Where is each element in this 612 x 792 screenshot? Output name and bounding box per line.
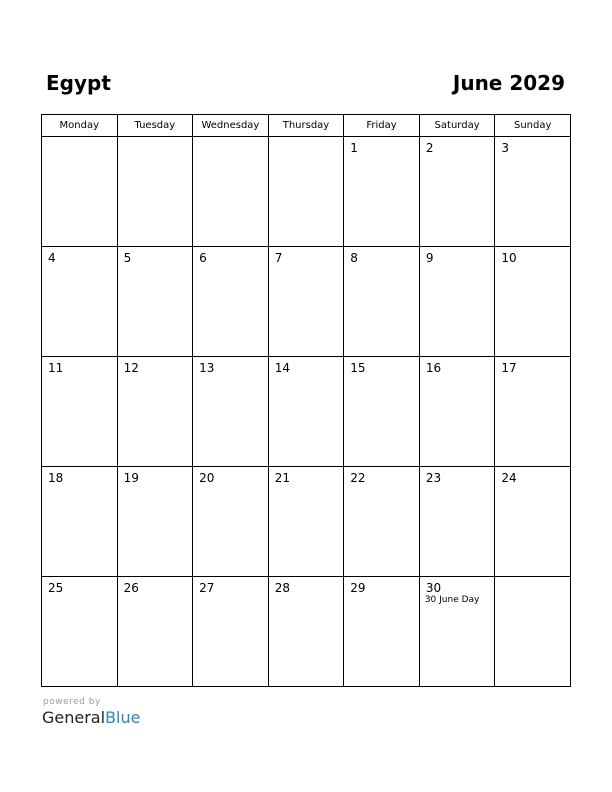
day-cell-25 bbox=[42, 577, 118, 687]
day-number: 28 bbox=[274, 581, 290, 595]
day-number: 18 bbox=[48, 471, 64, 485]
day-number: 8 bbox=[350, 251, 358, 265]
day-number: 6 bbox=[199, 251, 207, 265]
day-number: 27 bbox=[199, 581, 215, 595]
calendar-grid bbox=[41, 114, 571, 687]
day-number: 21 bbox=[274, 471, 290, 485]
day-cell-6 bbox=[193, 247, 269, 357]
day-number: 24 bbox=[501, 471, 517, 485]
day-number: 23 bbox=[425, 471, 442, 485]
day-number: 2 bbox=[425, 141, 434, 155]
day-cell-18 bbox=[42, 467, 118, 577]
day-cell-14 bbox=[268, 357, 344, 467]
day-cell-21 bbox=[268, 467, 344, 577]
day-cell-24 bbox=[495, 467, 571, 577]
brand-general-text: General bbox=[42, 708, 106, 727]
day-cell-16 bbox=[419, 357, 495, 467]
day-number: 14 bbox=[274, 361, 290, 375]
weekday-header: Friday bbox=[344, 115, 420, 137]
holiday-label: 30 June Day bbox=[424, 595, 480, 605]
day-cell-27 bbox=[193, 577, 269, 687]
day-cell-20 bbox=[193, 467, 269, 577]
weekday-header: Sunday bbox=[495, 115, 571, 137]
day-cell-30 bbox=[419, 577, 495, 687]
day-cell-2 bbox=[419, 137, 495, 247]
day-cell-15 bbox=[344, 357, 420, 467]
weekday-header-row bbox=[42, 115, 571, 137]
day-cell-23 bbox=[419, 467, 495, 577]
empty-day-cell bbox=[42, 137, 118, 247]
day-number: 12 bbox=[123, 361, 139, 375]
day-cell-10 bbox=[495, 247, 571, 357]
day-cell-12 bbox=[117, 357, 193, 467]
day-cell-13 bbox=[193, 357, 269, 467]
day-number: 20 bbox=[199, 471, 215, 485]
day-number: 9 bbox=[425, 251, 434, 265]
weekday-header: Saturday bbox=[419, 115, 495, 137]
brand-blue-text: Blue bbox=[105, 708, 141, 727]
day-number: 7 bbox=[274, 251, 283, 265]
country-title: Egypt bbox=[46, 71, 111, 95]
day-number: 19 bbox=[123, 471, 139, 485]
empty-day-cell bbox=[117, 137, 193, 247]
week-row bbox=[42, 467, 571, 577]
day-cell-17 bbox=[495, 357, 571, 467]
day-number: 5 bbox=[123, 251, 132, 265]
day-cell-7 bbox=[268, 247, 344, 357]
weekday-header: Wednesday bbox=[193, 115, 269, 137]
weekday-header: Tuesday bbox=[117, 115, 193, 137]
day-number: 10 bbox=[501, 251, 517, 265]
day-number: 17 bbox=[501, 361, 517, 375]
day-cell-29 bbox=[344, 577, 420, 687]
day-number: 4 bbox=[48, 251, 56, 265]
empty-day-cell bbox=[268, 137, 344, 247]
weekday-header: Monday bbox=[42, 115, 118, 137]
day-number: 3 bbox=[501, 141, 510, 155]
empty-day-cell bbox=[193, 137, 269, 247]
day-cell-26 bbox=[117, 577, 193, 687]
empty-day-cell bbox=[495, 577, 571, 687]
day-number: 1 bbox=[350, 141, 358, 155]
day-cell-28 bbox=[268, 577, 344, 687]
day-number: 29 bbox=[350, 581, 366, 595]
day-cell-9 bbox=[419, 247, 495, 357]
day-number: 13 bbox=[199, 361, 215, 375]
day-cell-4 bbox=[42, 247, 118, 357]
day-number: 30 bbox=[425, 581, 442, 595]
week-row bbox=[42, 357, 571, 467]
day-number: 22 bbox=[350, 471, 366, 485]
day-number: 11 bbox=[48, 361, 64, 375]
powered-by-label: powered by bbox=[43, 697, 101, 707]
day-number: 15 bbox=[350, 361, 366, 375]
day-number: 16 bbox=[425, 361, 442, 375]
day-cell-8 bbox=[344, 247, 420, 357]
day-cell-1 bbox=[344, 137, 420, 247]
day-number: 25 bbox=[48, 581, 64, 595]
day-cell-3 bbox=[495, 137, 571, 247]
month-year-title: June 2029 bbox=[452, 71, 565, 95]
day-cell-19 bbox=[117, 467, 193, 577]
week-row bbox=[42, 247, 571, 357]
day-cell-11 bbox=[42, 357, 118, 467]
week-row bbox=[42, 577, 571, 687]
day-cell-5 bbox=[117, 247, 193, 357]
day-cell-22 bbox=[344, 467, 420, 577]
week-row bbox=[42, 137, 571, 247]
generalblue-logo bbox=[42, 708, 140, 727]
day-number: 26 bbox=[123, 581, 139, 595]
weekday-header: Thursday bbox=[268, 115, 344, 137]
